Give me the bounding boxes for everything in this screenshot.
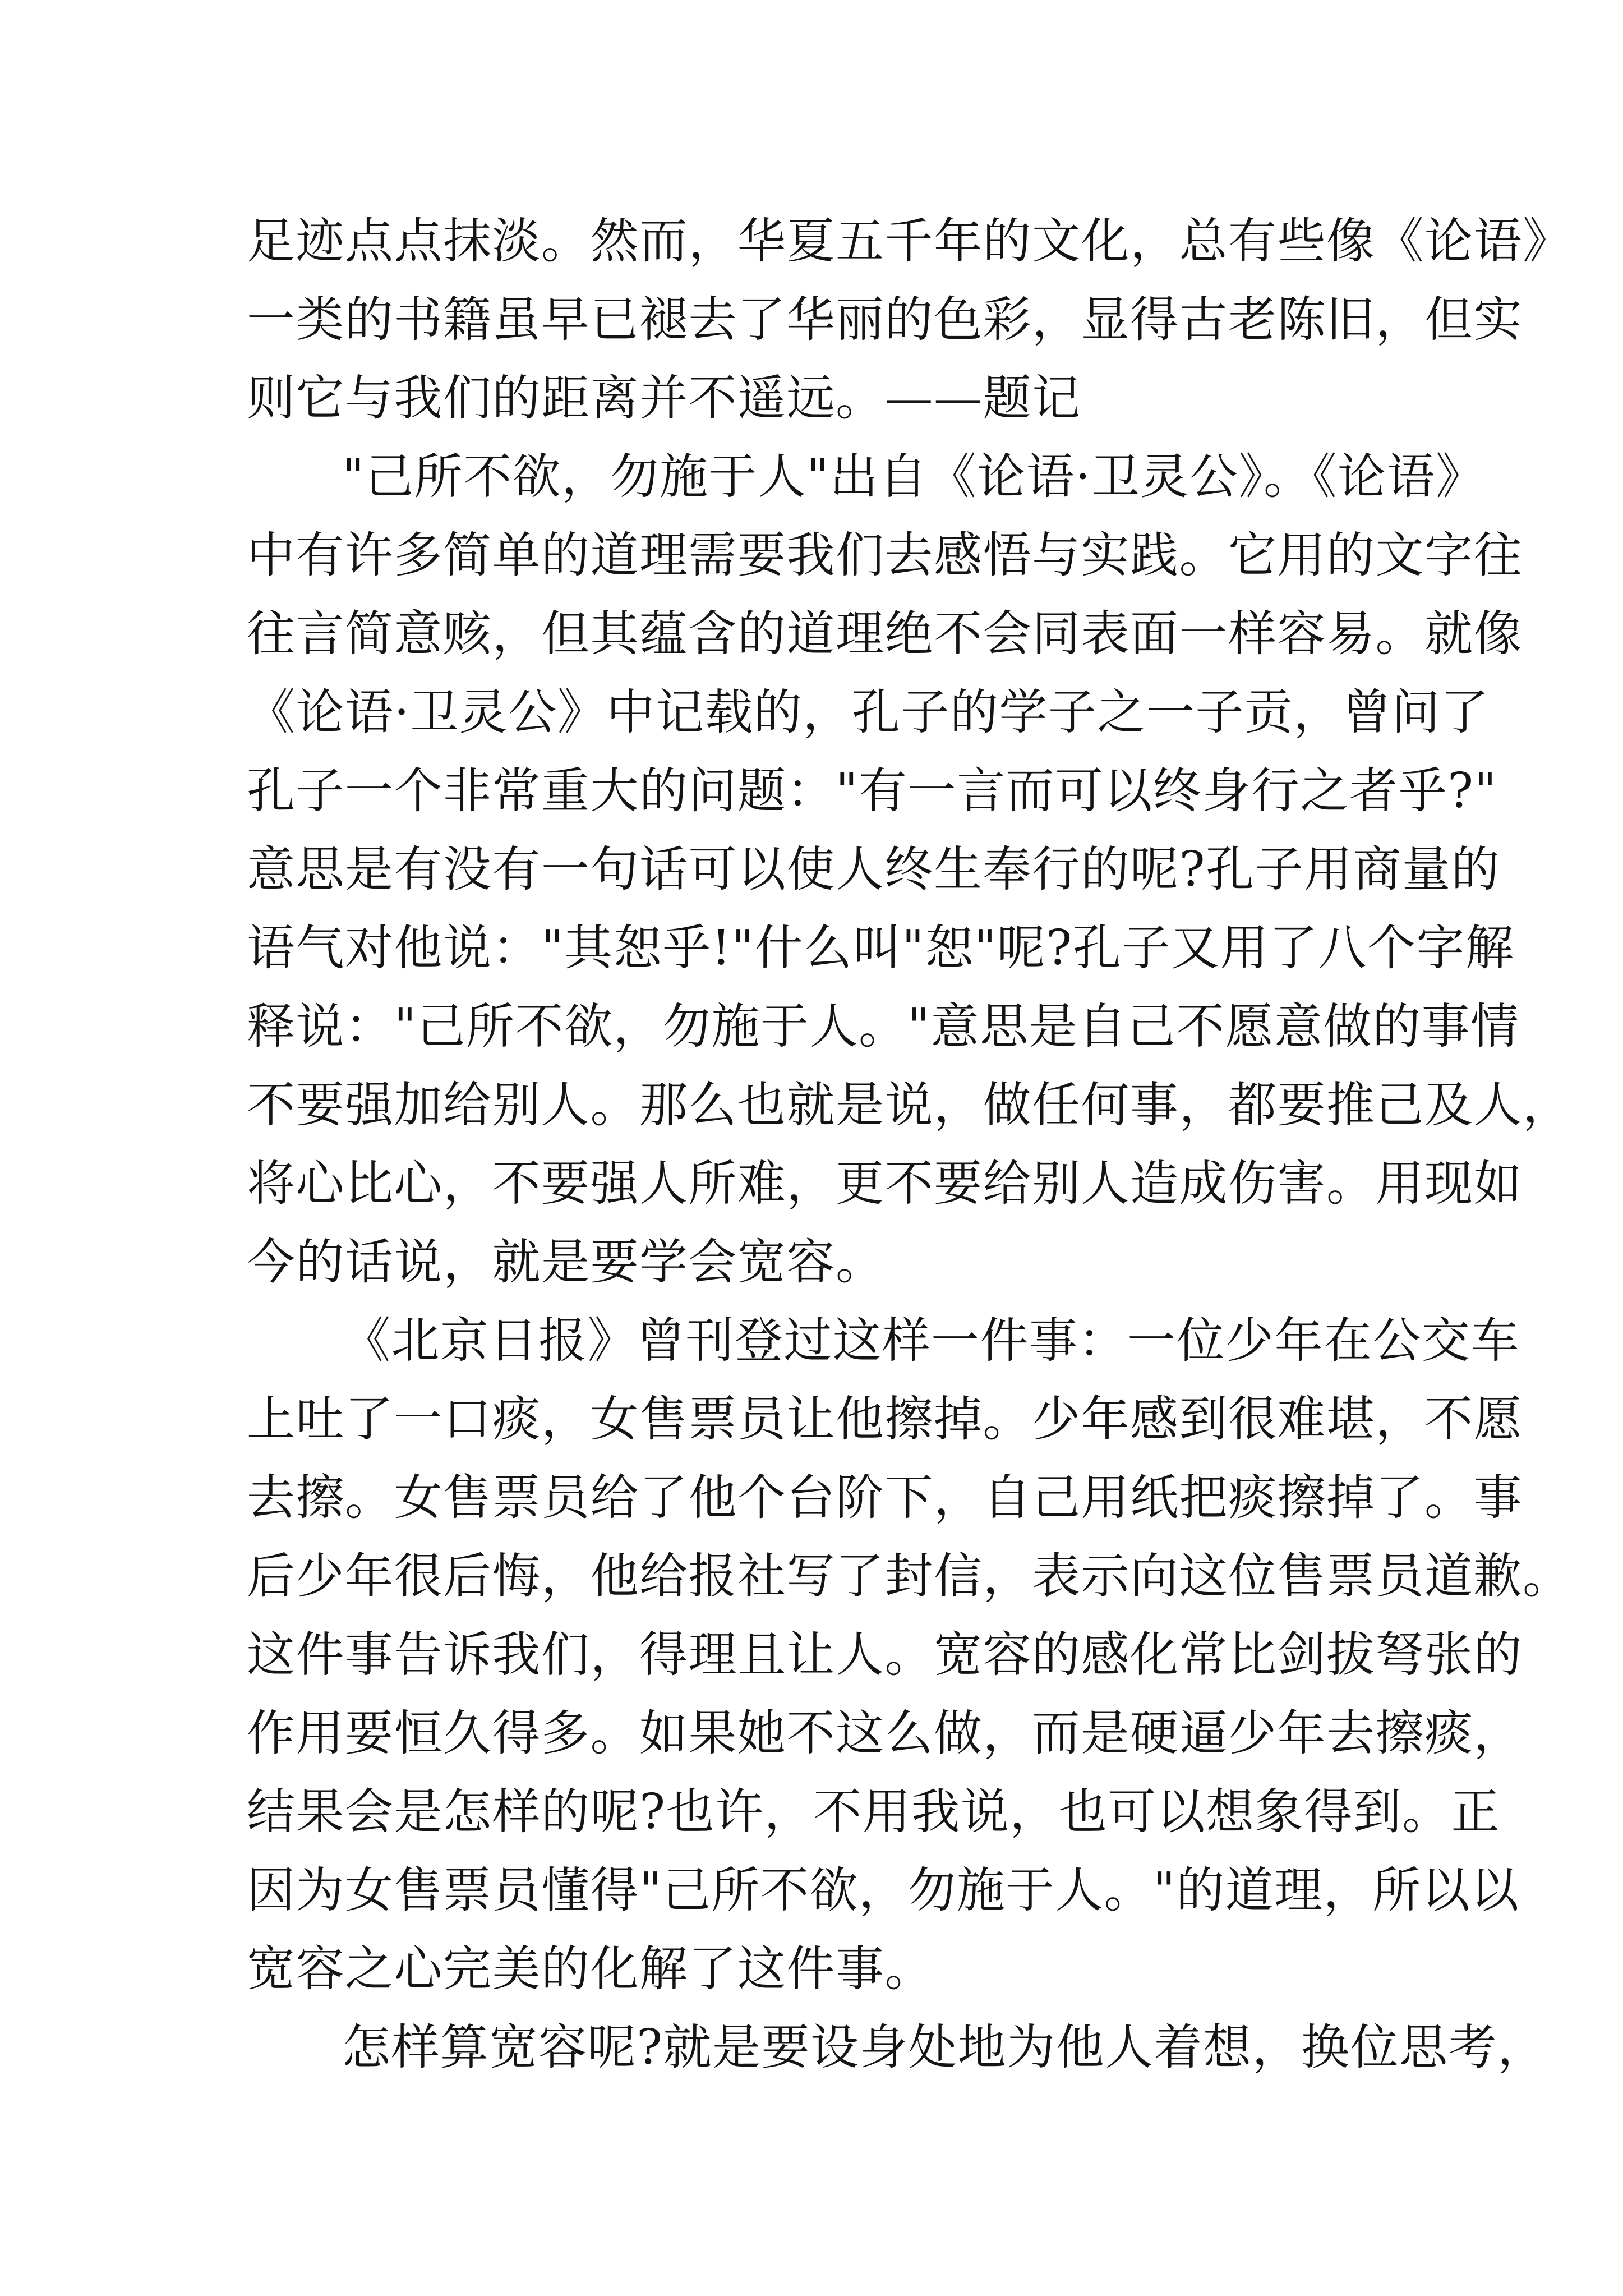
text-line: 因为女售票员懂得"己所不欲，勿施于人。"的道理，所以以	[247, 1862, 1520, 1918]
paragraph-start-line: "己所不欲，勿施于人"出自《论语·卫灵公》。《论语》	[342, 449, 1485, 505]
paragraph-start-line: 怎样算宽容呢?就是要设身处地为他人着想，换位思考，	[342, 2019, 1547, 2076]
text-line: 上吐了一口痰，女售票员让他擦掉。少年感到很难堪，不愿	[247, 1391, 1523, 1447]
text-line: 孔子一个非常重大的问题："有一言而可以终身行之者乎?"	[247, 763, 1497, 819]
text-line: 《论语·卫灵公》中记载的，孔子的学子之一子贡，曾问了	[247, 684, 1490, 740]
text-line: 语气对他说："其恕乎!"什么叫"恕"呢?孔子又用了八个字解	[247, 920, 1515, 976]
text-line: 今的话说，就是要学会宽容。	[247, 1234, 885, 1290]
text-line: 意思是有没有一句话可以使人终生奉行的呢?孔子用商量的	[247, 841, 1501, 898]
text-line: 往言简意赅，但其蕴含的道理绝不会同表面一样容易。就像	[247, 606, 1523, 662]
text-line: 则它与我们的距离并不遥远。——题记	[247, 370, 1081, 426]
text-line: 不要强加给别人。那么也就是说，做任何事，都要推己及人，	[247, 1077, 1572, 1133]
text-line: 宽容之心完美的化解了这件事。	[247, 1941, 934, 1997]
text-line: 去擦。女售票员给了他个台阶下，自己用纸把痰擦掉了。事	[247, 1470, 1523, 1526]
text-line: 中有许多简单的道理需要我们去感悟与实践。它用的文字往	[247, 527, 1523, 583]
text-line: 一类的书籍虽早已褪去了华丽的色彩，显得古老陈旧，但实	[247, 292, 1523, 348]
text-line: 后少年很后悔，他给报社写了封信，表示向这位售票员道歉。	[247, 1548, 1572, 1604]
text-line: 将心比心，不要强人所难，更不要给别人造成伤害。用现如	[247, 1156, 1523, 1212]
paragraph-start-line: 《北京日报》曾刊登过这样一件事：一位少年在公交车	[342, 1313, 1520, 1369]
text-line: 结果会是怎样的呢?也许，不用我说，也可以想象得到。正	[247, 1784, 1501, 1840]
text-line: 这件事告诉我们，得理且让人。宽容的感化常比剑拔弩张的	[247, 1627, 1523, 1683]
text-line: 释说："己所不欲，勿施于人。"意思是自己不愿意做的事情	[247, 999, 1520, 1055]
text-line: 足迹点点抹淡。然而，华夏五千年的文化，总有些像《论语》	[247, 213, 1572, 269]
text-line: 作用要恒久得多。如果她不这么做，而是硬逼少年去擦痰，	[247, 1705, 1523, 1761]
